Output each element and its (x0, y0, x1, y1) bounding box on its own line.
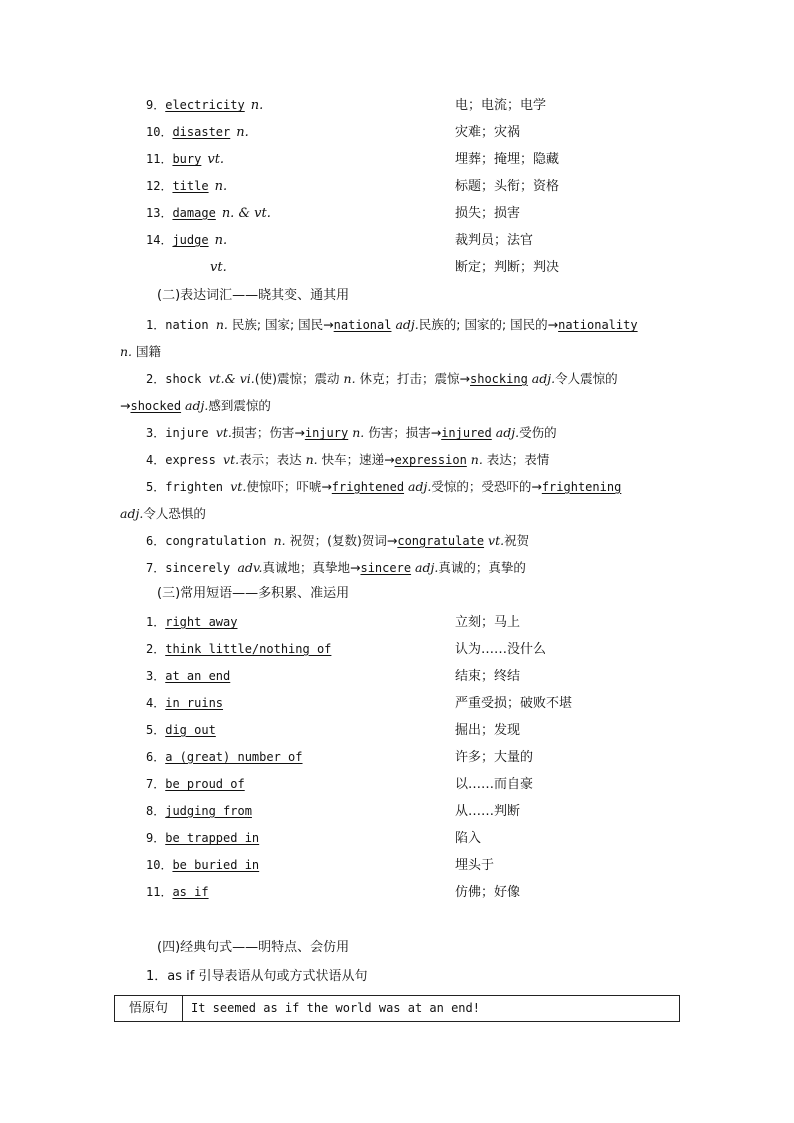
vocab-row (0, 254, 794, 281)
section-2-line-content (120, 533, 529, 548)
section-2-segment: adj. (531, 371, 556, 386)
vocab-term (146, 227, 227, 254)
section-2-segment: n. (343, 371, 356, 386)
phrase-text: as if (172, 885, 209, 899)
vocab-word: electricity (165, 98, 245, 112)
section-2-line (120, 338, 680, 365)
section-2-segment: 7．sincerely (146, 561, 238, 575)
section-2-segment: 2．shock (146, 372, 209, 386)
phrase-meaning: 埋头于 (455, 858, 495, 873)
section-2-segment: 国籍 (132, 344, 162, 359)
section-2-segment: 令人震惊的 (555, 371, 618, 386)
phrase-number: 9． (146, 831, 166, 845)
section-2-segment: 真诚地；真挚地→ (262, 560, 361, 575)
phrase-row (0, 744, 794, 771)
section-2-segment: 6．congratulation (146, 534, 274, 548)
section-2-segment: 民族的; 国家的; 国民的→ (418, 317, 559, 332)
vocab-row (0, 173, 794, 200)
section-4-item-1-text: 1．as if 引导表语从句或方式状语从句 (146, 969, 368, 984)
section-2-line-content (120, 425, 557, 440)
section-2-segment: 真诚的；真挚的 (438, 560, 526, 575)
vocab-term (146, 146, 224, 173)
section-2-segment: vt. (488, 533, 505, 548)
section-2-line (120, 365, 680, 393)
section-2-segment: congratulate (397, 534, 485, 548)
vocab-pos: n. (250, 98, 264, 113)
section-2-line-content (120, 398, 271, 413)
phrase-term (146, 798, 252, 825)
vocab-pos: vt. (210, 260, 227, 275)
vocab-row (0, 227, 794, 254)
section-2-segment: 使惊吓；吓唬→ (246, 479, 332, 494)
section-2-segment: 祝贺 (504, 533, 530, 548)
vocab-row (0, 200, 794, 227)
section-2-segment: 表达；表情 (482, 452, 550, 467)
phrase-row (0, 690, 794, 717)
phrase-text: be trapped in (165, 831, 260, 845)
section-2-segment: n. (470, 452, 483, 467)
vocab-pos: n. & vt. (221, 206, 271, 221)
section-2-segment: adj. (120, 506, 144, 521)
vocab-meaning: 标题；头衔；资格 (455, 179, 560, 194)
vocab-row (0, 119, 794, 146)
section-2-segment: frightened (331, 480, 405, 494)
section-2-segment: 表示；表达 (239, 452, 306, 467)
section-2-segment: adj. (395, 317, 419, 332)
vocab-term (146, 119, 249, 146)
phrase-row (0, 609, 794, 636)
vocab-word: title (172, 179, 209, 193)
phrase-number: 7． (146, 777, 166, 791)
phrase-meaning: 以……而自豪 (455, 777, 534, 792)
section-2-segment: nationality (558, 318, 638, 332)
section-2-segment: 5．frighten (146, 480, 231, 494)
section-2-segment: n. (352, 425, 365, 440)
phrase-term (146, 609, 237, 636)
section-2-line (120, 527, 680, 555)
section-2-line-content (120, 479, 621, 494)
phrase-meaning: 仿佛；好像 (455, 885, 521, 900)
phrase-number: 10． (146, 858, 173, 872)
section-2-segment: 快车；速递→ (317, 452, 395, 467)
vocab-number: 14． (146, 233, 173, 247)
phrase-text: think little/nothing of (165, 642, 332, 656)
phrase-text: in ruins (165, 696, 224, 710)
section-2-segment: adj. (415, 560, 439, 575)
phrase-meaning: 立刻；马上 (455, 615, 521, 630)
phrase-row (0, 798, 794, 825)
section-4-item-1 (0, 963, 794, 990)
phrase-text: right away (165, 615, 238, 629)
section-2-segment: vt. (223, 452, 240, 467)
phrase-text: at an end (165, 669, 231, 683)
section-2-segment: adj. (495, 425, 520, 440)
vocab-term (146, 92, 263, 119)
section-2-line (120, 311, 680, 339)
table-sentence: It seemed as if the world was at an end! (191, 1001, 480, 1015)
vocab-pos: vt. (207, 152, 225, 167)
vocab-meaning: 断定；判断；判决 (455, 260, 560, 275)
section-2-segment: injury (304, 426, 349, 440)
phrase-meaning: 陷入 (455, 831, 482, 846)
phrase-meaning: 从……判断 (455, 804, 521, 819)
section-2-segment: n. (273, 533, 286, 548)
section-2-segment: vt.& vi. (208, 371, 255, 386)
section-2-line (120, 446, 680, 474)
section-2-line (120, 473, 680, 501)
phrase-text: be buried in (172, 858, 260, 872)
vocab-number: 13． (146, 206, 173, 220)
section-3-heading: (三)常用短语——多积累、准运用 (157, 586, 350, 601)
section-4-heading: (四)经典句式——明特点、会仿用 (157, 940, 350, 955)
phrase-term (146, 825, 259, 852)
phrase-meaning: 结束；终结 (455, 669, 521, 684)
table-label: 悟原句 (115, 996, 183, 1021)
vocab-row (0, 146, 794, 173)
phrase-meaning: 掘出；发现 (455, 723, 521, 738)
phrase-meaning: 认为……没什么 (455, 642, 547, 657)
section-2-segment: n. (215, 317, 228, 332)
phrase-text: a (great) number of (165, 750, 303, 764)
phrase-term (146, 852, 259, 879)
vocab-meaning: 灾难；灾祸 (455, 125, 521, 140)
section-2-segment: 感到震惊的 (208, 398, 271, 413)
section-2-line (120, 500, 680, 527)
vocab-word: disaster (172, 125, 231, 139)
vocab-pos: n. (214, 233, 228, 248)
phrase-number: 1． (146, 615, 166, 629)
section-2-segment: (使)震惊；震动 (254, 371, 344, 386)
phrase-term (146, 771, 245, 798)
section-2-heading: (二)表达词汇——晓其变、通其用 (157, 288, 350, 303)
vocab-pos: n. (236, 125, 249, 140)
vocab-number: 12． (146, 179, 173, 193)
phrase-term (146, 744, 303, 771)
section-2-segment: adj. (185, 398, 209, 413)
section-2-segment: 受伤的 (519, 425, 557, 440)
phrase-meaning: 许多；大量的 (455, 750, 534, 765)
phrase-row (0, 636, 794, 663)
section-2-line (120, 554, 680, 582)
vocab-pos: n. (214, 179, 228, 194)
vocab-meaning: 埋葬；掩埋；隐藏 (455, 152, 560, 167)
section-2-segment: national (333, 318, 392, 332)
phrase-number: 4． (146, 696, 166, 710)
vocab-term (146, 200, 271, 227)
section-2-line-content (120, 371, 618, 386)
phrase-number: 8． (146, 804, 166, 818)
section-2-line-content (120, 560, 526, 575)
vocab-word: damage (172, 206, 216, 220)
section-2-segment: adv. (237, 560, 263, 575)
vocab-word: judge (172, 233, 209, 247)
vocab-meaning: 裁判员；法官 (455, 233, 534, 248)
phrase-row (0, 771, 794, 798)
section-2-segment: 损害；伤害→ (231, 425, 305, 440)
vocab-number: 9． (146, 98, 166, 112)
section-2-segment: 伤害；损害→ (364, 425, 442, 440)
phrase-term (146, 717, 216, 744)
phrase-text: judging from (165, 804, 252, 818)
section-2-line-content (120, 344, 161, 359)
phrase-number: 5． (146, 723, 166, 737)
section-2-segment: → (120, 398, 131, 413)
vocab-row (0, 92, 794, 119)
vocab-number: 11． (146, 152, 173, 166)
section-2-segment: shocked (130, 399, 182, 413)
vocab-word: bury (172, 152, 202, 166)
section-2-segment: injured (441, 426, 492, 440)
section-2-segment: adj. (408, 479, 432, 494)
phrase-text: be proud of (165, 777, 245, 791)
phrase-text: dig out (165, 723, 216, 737)
phrase-number: 2． (146, 642, 166, 656)
section-2-segment: 1．nation (146, 318, 216, 332)
phrase-term (146, 879, 209, 906)
phrase-number: 6． (146, 750, 166, 764)
section-2-segment: 3．injure (146, 426, 216, 440)
section-2-segment: 4．express (146, 453, 224, 467)
section-2-segment: frightening (541, 480, 622, 494)
vocab-term (210, 254, 227, 281)
section-2-segment: 令人恐惧的 (143, 506, 206, 521)
phrase-term (146, 690, 223, 717)
vocab-meaning: 电；电流；电学 (455, 98, 547, 113)
section-2-segment: 祝贺；(复数)贺词→ (285, 533, 398, 548)
phrase-row (0, 852, 794, 879)
phrase-term (146, 663, 230, 690)
phrase-number: 3． (146, 669, 166, 683)
vocab-term (146, 173, 227, 200)
section-2-line-content (120, 317, 638, 332)
phrase-row (0, 663, 794, 690)
phrase-row (0, 717, 794, 744)
phrase-number: 11． (146, 885, 173, 899)
phrase-row (0, 879, 794, 906)
section-2-segment: vt. (215, 425, 232, 440)
section-2-segment: n. (120, 344, 133, 359)
section-2-segment: vt. (230, 479, 247, 494)
phrase-term (146, 636, 331, 663)
section-2-segment: expression (394, 453, 467, 467)
vocab-meaning: 损失；损害 (455, 206, 521, 221)
section-2-line-content (120, 506, 206, 521)
sentence-table (114, 995, 680, 1022)
section-2-segment: 受惊的；受恐吓的→ (431, 479, 542, 494)
section-2-segment: shocking (470, 372, 528, 386)
section-2-segment: 休克；打击；震惊→ (355, 371, 470, 386)
section-2-segment: n. (305, 452, 318, 467)
phrase-meaning: 严重受损；破败不堪 (455, 696, 573, 711)
phrase-row (0, 825, 794, 852)
section-2-line-content (120, 452, 549, 467)
section-2-segment: 民族; 国家; 国民→ (227, 317, 334, 332)
section-2-line (120, 392, 680, 420)
vocab-number: 10． (146, 125, 173, 139)
section-2-segment: sincere (360, 561, 412, 575)
section-2-line (120, 419, 680, 447)
